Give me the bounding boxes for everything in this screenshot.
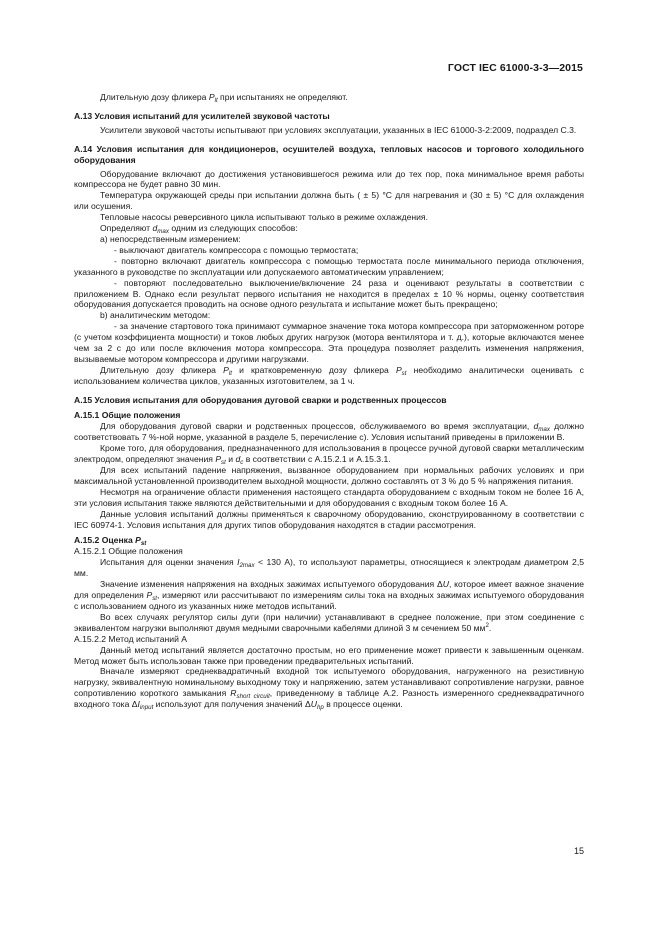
paragraph-a15-2-2-2: Вначале измеряют среднеквадратичный входной ток испытуемого оборудования, нагруженного на резистивную нагрузку, эквивалентную номинальному выходному току и напряжению, затем устанавливают сопротивление нагрузки, равное сопротивлению короткого замыкания $R_{short circuit}$, приведенному в таблице А.2. Разность измеренного среднеквадратичного входного тока $\Delta I_{input}$ используют для получения значений $\Delta U_{hp}$ в процессе оценки. — [74, 666, 584, 712]
paragraph-a15-2-1-3: Во всех случаях регулятор силы дуги (при наличии) устанавливают в среднее положение, при этом соединение с эквивалентом нагрузки выполняют двумя медными сварочными кабелями длиной 3 м сечением 50 $мм^2$. — [74, 611, 584, 633]
paragraph-a15-1-2: Кроме того, для оборудования, предназначенного для использования в процессе ручной дуговой сварки металлическим электродом, определяют значения $P_{st}$ и $d_c$ в соответствии с А.15.2.1 и А.15.3.1. — [74, 443, 584, 467]
document-code-header: ГОСТ IEC 61000-3-3—2015 — [447, 62, 583, 74]
paragraph-plt: Длительную дозу фликера $P_{lt}$ при испытаниях не определяют. — [100, 92, 348, 104]
paragraph-a14-1: Оборудование включают до достижения установившегося режима или до тех пор, пока минимальное время работы компрессора не будет равно 30 мин. — [74, 168, 584, 190]
heading-a13: А.13 Условия испытаний для усилителей звуковой частоты — [74, 110, 330, 121]
paragraph-a15-1-1: Для оборудования дуговой сварки и родственных процессов, обслуживаемого во время эксплуатации, $d_{max}$ должно соответствовать 7 %-ной норме, указанной в разделе 5, перечисление с). Условия испытаний приведены в приложении В. — [74, 421, 584, 443]
heading-a15-2: А.15.2 Оценка $P_{st}$ — [74, 534, 147, 547]
paragraph-a15-2-1-1: Испытания для оценки значения $I_{2max} < 130$ А), то используют параметры, относящиеся к электродам диаметром 2,5 мм. — [74, 557, 584, 579]
page-number: 15 — [573, 846, 584, 856]
document-body — [74, 92, 584, 710]
list-item-a: а) непосредственным измерением: — [100, 233, 241, 244]
paragraph-a14-3: Тепловые насосы реверсивного цикла испытывают только в режиме охлаждения. — [100, 212, 428, 223]
dash-item-3: - повторяют последовательно выключение/включение 24 раза и оценивают результаты в соответствии с приложением В. Однако если результат первого испытания не находится в пределах ± 10 % нормы, оценку соответствия оборудования допускается проводить на основе одного результата и испытание может быть прекращено; — [74, 277, 584, 310]
heading-a15-2-2: А.15.2.2 Метод испытаний А — [74, 633, 187, 644]
paragraph-a14-2: Температура окружающей среды при испытании должна быть ( ± 5) °С для нагревания и (30 ± 5) °С для охлаждения или осушения. — [74, 190, 584, 212]
paragraph-a15-1-4: Несмотря на ограничение области применения настоящего стандарта оборудованием с входным током не более 16 А, эти условия испытания также являются действительными и для оборудования с входным током более 16 А. — [74, 486, 584, 508]
list-item-b: b) аналитическим методом: — [100, 310, 211, 321]
dash-item-4: - за значение стартового тока принимают суммарное значение тока мотора компрессора при заторможенном роторе (с учетом коэффициента мощности) и токов любых других нагрузок (мотора вентилятора и т. д.), которые включаются менее чем за 2 с до или после включения мотора компрессора. Эта процедура позволяет разделить изменения напряжения, вызываемые мотором компрессора и другими нагрузками. — [74, 321, 584, 364]
paragraph-a13: Усилители звуковой частоты испытывают при условиях эксплуатации, указанных в IEC 61000-3-2:2009, подраздел С.3. — [100, 124, 577, 135]
heading-a15-2-1: А.15.2.1 Общие положения — [74, 546, 183, 557]
paragraph-a15-2-1-2: Значение изменения напряжения на входных зажимах испытуемого оборудования ΔU, которое имеет важное значение для определения $P_{st}$, измеряют или рассчитывают по измерениям силы тока на входных зажимах испытуемого оборудования с использованием одного из указанных ниже методов испытаний. — [74, 579, 584, 611]
paragraph-a15-2-2-1: Данный метод испытаний является достаточно простым, но его применение может привести к завышенным оценкам. Метод может быть использован также при проведении предварительных испытаний. — [74, 644, 584, 666]
paragraph-a14-4: Определяют $d_{max}$ одним из следующих способов: — [100, 223, 298, 236]
heading-a15-1: А.15.1 Общие положения — [74, 409, 181, 420]
paragraph-a15-1-5: Данные условия испытаний должны применяться к сварочному оборудованию, сконструированному в соответствии с IEC 60974-1. Условия испытания для других типов оборудования находятся в стадии рассмотрения. — [74, 508, 584, 530]
dash-item-2: - повторно включают двигатель компрессора с помощью термостата после минимального периода отключения, указанного в руководстве по эксплуатации или допускаемого автоматическим управлением; — [74, 255, 584, 277]
heading-a15: А.15 Условия испытания для оборудования дуговой сварки и родственных процессов — [74, 394, 447, 405]
paragraph-a15-1-3: Для всех испытаний падение напряжения, вызванное оборудованием при нормальных рабочих условиях и при максимальной установленной производителем выходной мощности, должно составлять от 3 % до 5 % напряжения питания. — [74, 465, 584, 486]
dash-item-1: - выключают двигатель компрессора с помощью термостата; — [114, 244, 359, 255]
heading-a14: А.14 Условия испытания для кондиционеров, осушителей воздуха, тепловых насосов и торгового холодильного оборудования — [74, 143, 584, 165]
paragraph-a14-5: Длительную дозу фликера $P_{lt}$ и кратковременную дозу фликера $P_{st}$ необходимо аналитически оценивать с использованием количества циклов, указанных изготовителем, за 1 ч. — [74, 364, 584, 386]
